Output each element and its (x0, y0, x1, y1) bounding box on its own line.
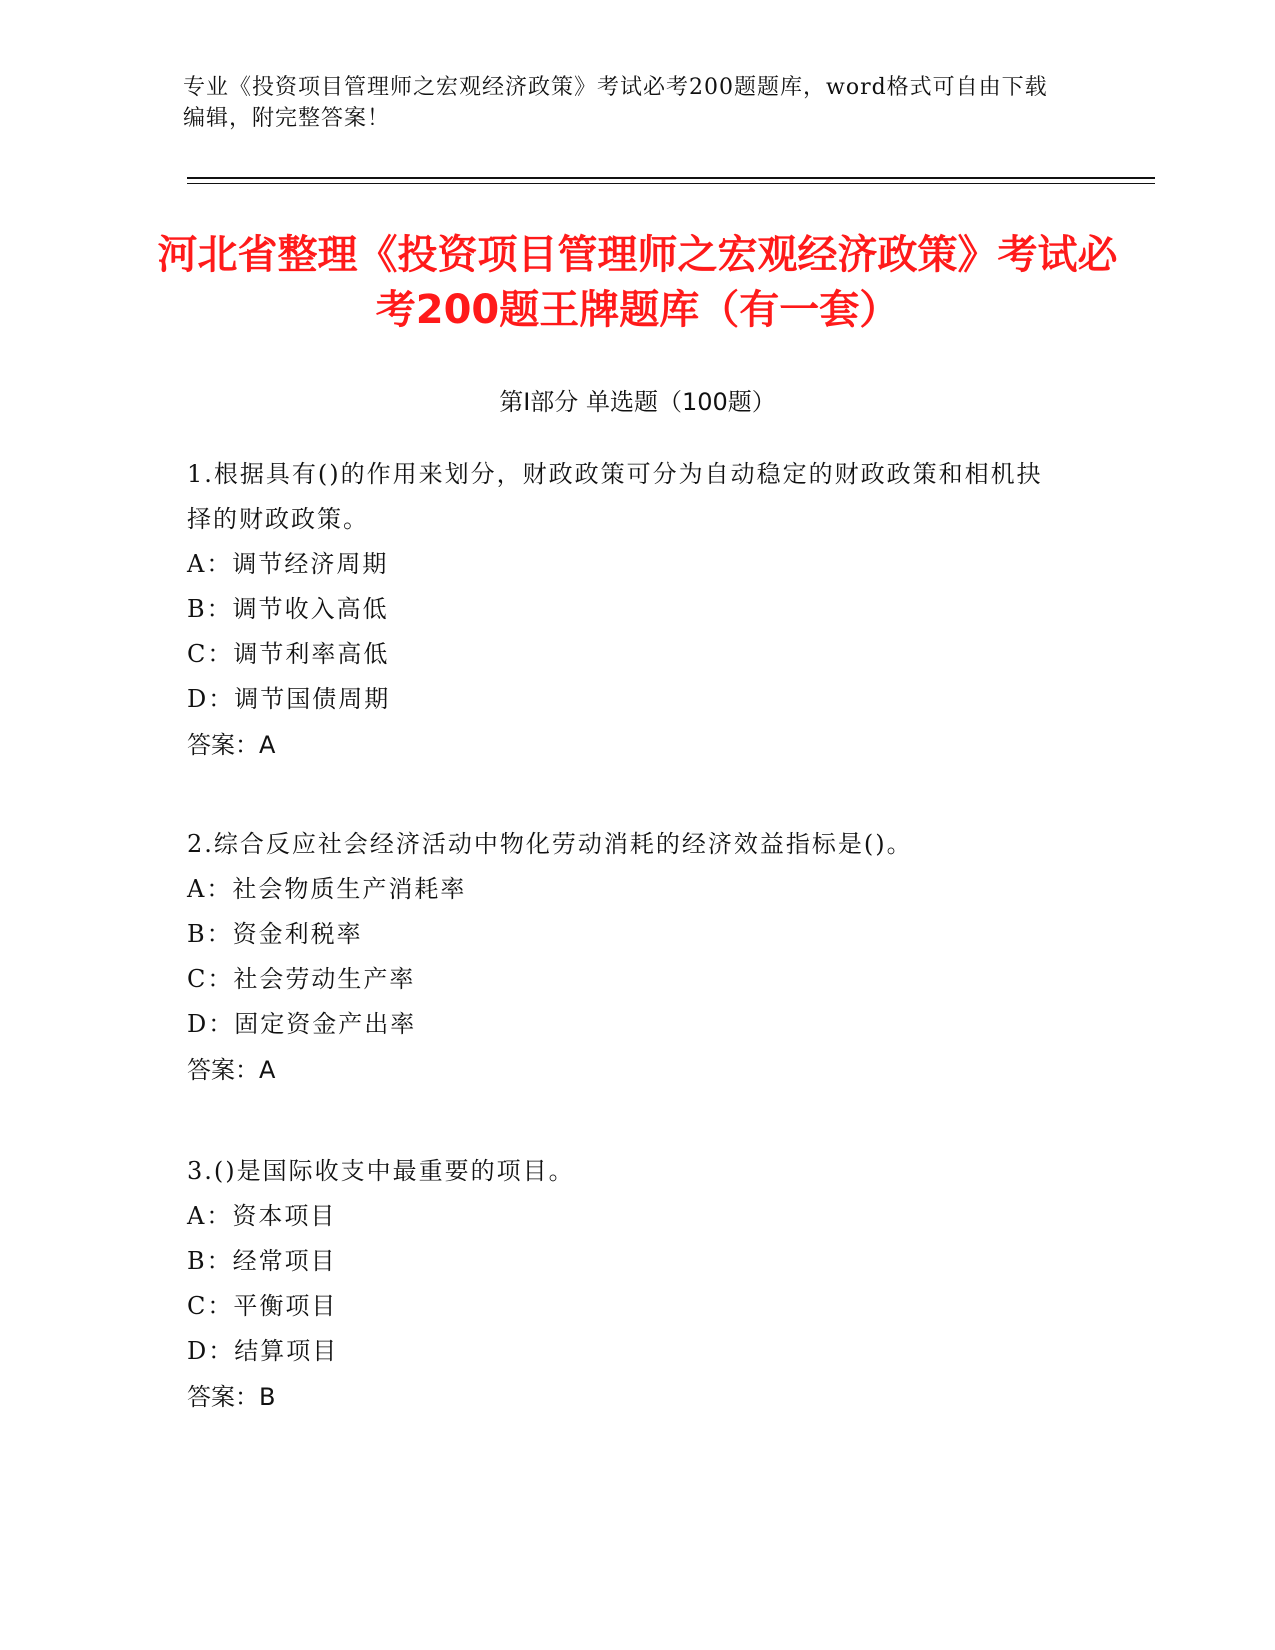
option-b: B：调节收入高低 (187, 595, 389, 623)
question-stem: 1.根据具有()的作用来划分，财政政策可分为自动稳定的财政政策和相机抉择的财政政策。 (187, 460, 1043, 533)
answer: 答案：A (187, 731, 276, 759)
option-d: D：固定资金产出率 (187, 1010, 417, 1038)
question-3 (187, 1149, 1067, 1420)
option-c: C：平衡项目 (187, 1292, 338, 1320)
header-divider-thin (187, 183, 1155, 184)
answer: 答案：A (187, 1056, 276, 1084)
option-b: B：经常项目 (187, 1247, 337, 1275)
option-a: A：社会物质生产消耗率 (187, 875, 467, 903)
document-title: 河北省整理《投资项目管理师之宏观经济政策》考试必考200题王牌题库（有一套） (157, 232, 1118, 333)
section-heading: 第Ⅰ部分 单选题（100题） (499, 388, 776, 416)
option-d: D：结算项目 (187, 1337, 339, 1365)
option-d: D：调节国债周期 (187, 685, 391, 713)
option-c: C：调节利率高低 (187, 640, 390, 668)
option-a: A：调节经济周期 (187, 550, 389, 578)
option-c: C：社会劳动生产率 (187, 965, 416, 993)
question-stem: 3.()是国际收支中最重要的项目。 (187, 1157, 575, 1185)
header-note: 专业《投资项目管理师之宏观经济政策》考试必考200题题库，word格式可自由下载编辑，附完整答案！ (183, 75, 1048, 131)
question-2 (187, 822, 1067, 1093)
option-a: A：资本项目 (187, 1202, 337, 1230)
question-1 (187, 452, 1067, 768)
header-divider-thick (187, 177, 1155, 179)
question-stem: 2.综合反应社会经济活动中物化劳动消耗的经济效益指标是()。 (187, 830, 913, 858)
answer: 答案：B (187, 1383, 276, 1411)
option-b: B：资金利税率 (187, 920, 363, 948)
